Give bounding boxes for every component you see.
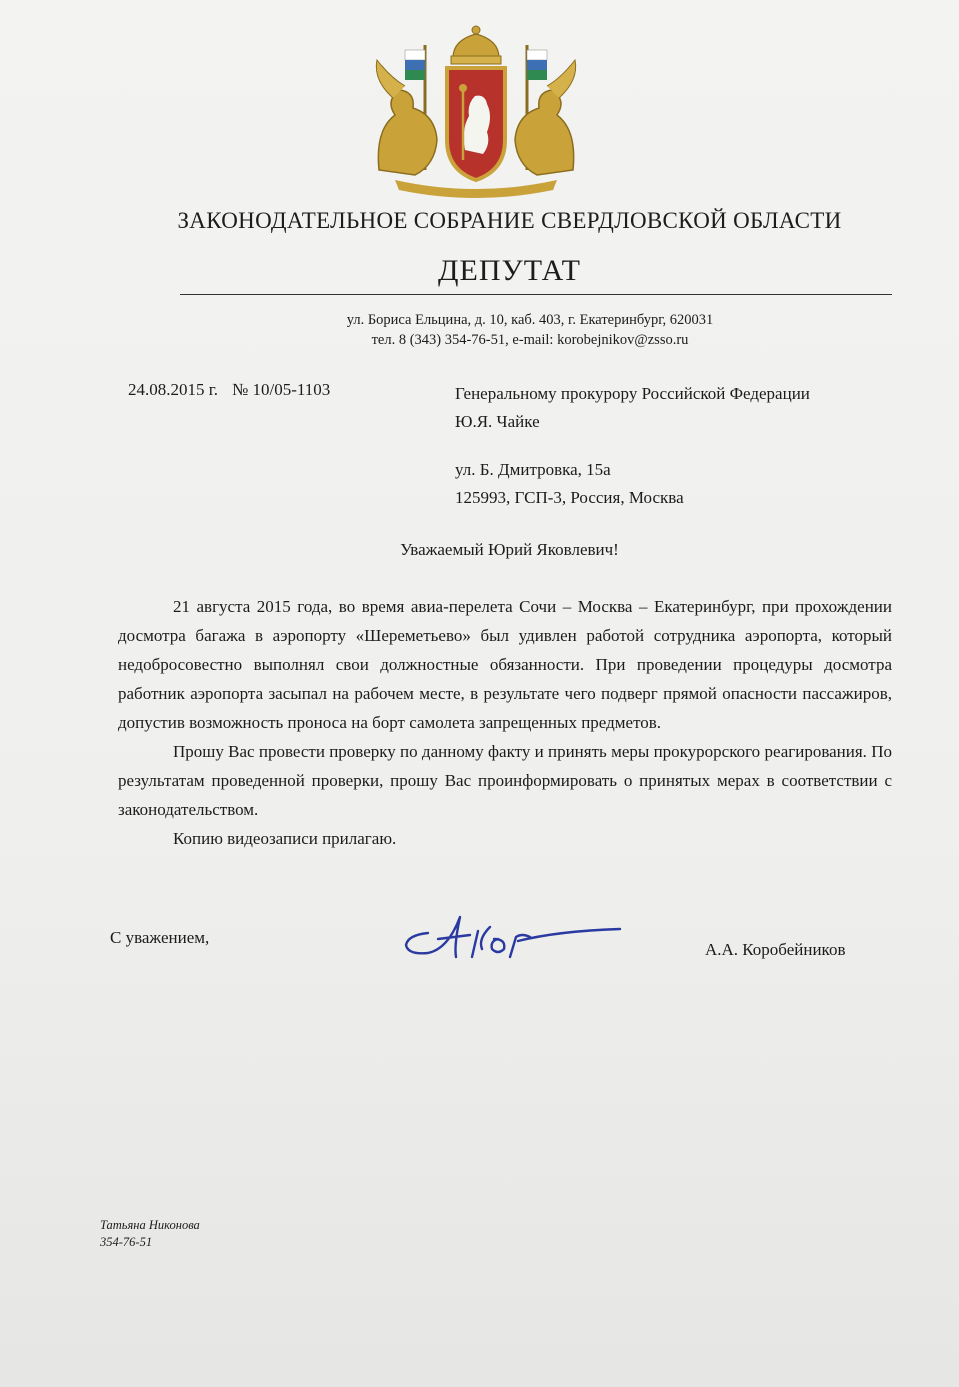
recipient-street: ул. Б. Дмитровка, 15а — [455, 460, 611, 479]
sender-address: ул. Бориса Ельцина, д. 10, каб. 403, г. Екатеринбург, 620031 — [346, 312, 714, 328]
executor-phone: 354-76-51 — [100, 1235, 153, 1249]
body-paragraph: Прошу Вас провести проверку по данному факту и принять меры прокурорского реагирования. По результатам проведенной проверки, прошу Вас проинформировать о принятых мерах в соответствии с законодательством. — [118, 742, 892, 819]
recipient-name: Ю.Я. Чайке — [455, 412, 540, 431]
coat-of-arms-icon — [365, 20, 587, 200]
salutation: Уважаемый Юрий Яковлевич! — [400, 540, 619, 559]
executor-block — [100, 1217, 200, 1251]
letter-body — [118, 592, 892, 853]
executor-name: Татьяна Никонова — [100, 1218, 200, 1232]
contact-block — [220, 310, 840, 350]
recipient-city: 125993, ГСП-3, Россия, Москва — [455, 488, 684, 507]
organization-name: ЗАКОНОДАТЕЛЬНОЕ СОБРАНИЕ СВЕРДЛОВСКОЙ ОБЛАСТИ — [177, 208, 842, 233]
letter-number: № 10/05-1103 — [232, 380, 331, 399]
handwritten-signature — [398, 905, 623, 965]
recipient-address — [455, 456, 684, 512]
document-title: ДЕПУТАТ — [438, 254, 581, 287]
header-divider — [180, 294, 892, 295]
recipient-position: Генеральному прокурору Российской Федерации — [455, 384, 810, 403]
reference-line — [128, 380, 330, 400]
closing-phrase: С уважением, — [110, 928, 210, 947]
sender-phone-email: тел. 8 (343) 354-76-51, e-mail: korobejnikov@zsso.ru — [371, 332, 689, 348]
body-paragraph: Копию видеозаписи прилагаю. — [173, 829, 397, 848]
signer-name: А.А. Коробейников — [705, 940, 846, 959]
recipient-block — [455, 380, 810, 436]
body-paragraph: 21 августа 2015 года, во время авиа-перелета Сочи – Москва – Екатеринбург, при прохождении досмотра багажа в аэропорту «Шереметьево» был удивлен работой сотрудника аэропорта, который недобросовестно выполнял свои должностные обязанности. При проведении процедуры досмотра работник аэропорта засыпал на рабочем месте, в результате чего подверг прямой опасности пассажиров, допустив возможность проноса на борт самолета запрещенных предметов. — [118, 597, 892, 732]
letter-date: 24.08.2015 г. — [128, 380, 219, 399]
